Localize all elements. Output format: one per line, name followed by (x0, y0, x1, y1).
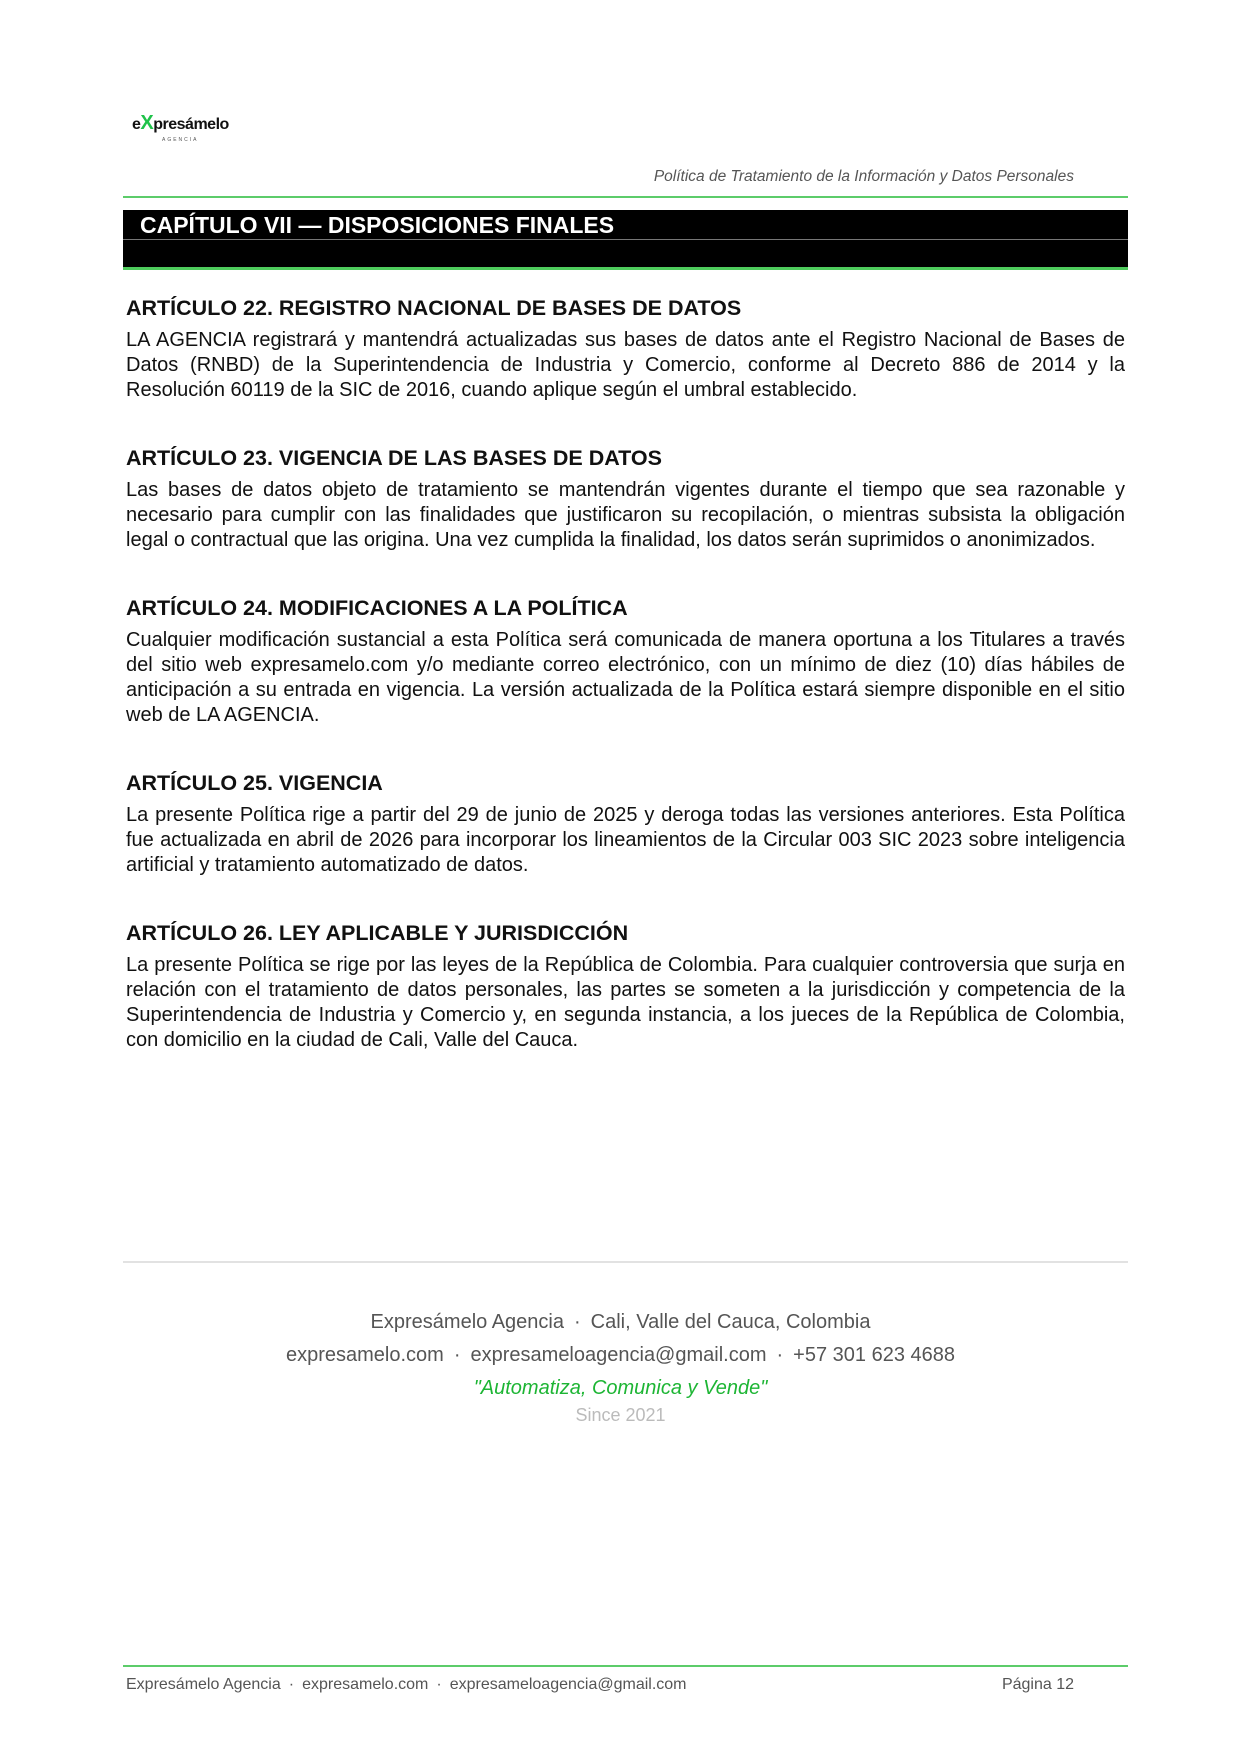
footer-email[interactable]: expresameloagencia@gmail.com (449, 1676, 687, 1693)
separator: · (436, 1676, 442, 1693)
article-26 (126, 920, 1125, 1053)
articles (126, 295, 1125, 1095)
article-heading: ARTÍCULO 24. MODIFICACIONES A LA POLÍTICA (126, 596, 628, 620)
article-body: LA AGENCIA registrará y mantendrá actualizadas sus bases de datos ante el Registro Nacional de Bases de Datos (RNBD) de la Superintendencia de Industria y Comercio, conforme al Decreto 886 de 2014 y la Resolución 60119 de la SIC de 2016, cuando aplique según el umbral establecido. (126, 329, 1125, 401)
banner-divider (123, 239, 1128, 240)
article-body: La presente Política se rige por las leyes de la República de Colombia. Para cualquier controversia que surja en relación con el tratamiento de datos personales, las partes se someten a la jurisdicción y competencia de la Superintendencia de Industria y Comercio y, en segunda instancia, a los jueces de la República de Colombia, con domicilio en la ciudad de Cali, Valle del Cauca. (126, 954, 1125, 1051)
chapter-title: CAPÍTULO VII — DISPOSICIONES FINALES (140, 212, 615, 238)
since-text: Since 2021 (575, 1405, 666, 1425)
article-23 (126, 445, 1125, 553)
contact-divider (123, 1261, 1128, 1263)
contact-line-1 (0, 1311, 1241, 1334)
article-heading: ARTÍCULO 26. LEY APLICABLE Y JURISDICCIÓN (126, 921, 629, 945)
separator: · (574, 1311, 581, 1333)
separator: · (776, 1344, 784, 1366)
article-body: Las bases de datos objeto de tratamiento se mantendrán vigentes durante el tiempo que sea razonable y necesario para cumplir con las finalidades que justificaron su recopilación, o mientras subsista la obligación legal o contractual que las origina. Una vez cumplida la finalidad, los datos serán suprimidos o anonimizados. (126, 479, 1125, 551)
banner-accent-line (123, 267, 1128, 270)
logo: eXpresámelo AGENCIA (132, 112, 229, 143)
separator: · (453, 1344, 461, 1366)
footer-info (126, 1675, 687, 1694)
article-body: La presente Política rige a partir del 29 de junio de 2025 y deroga todas las versiones anteriores. Esta Política fue actualizada en abril de 2026 para incorporar los lineamientos de la Circular 003 SIC 2023 sobre inteligencia artificial y tratamiento automatizado de datos. (126, 804, 1125, 876)
email-link[interactable]: expresameloagencia@gmail.com (470, 1344, 767, 1366)
company-name: Expresámelo Agencia (370, 1311, 564, 1333)
separator: · (288, 1676, 295, 1693)
article-heading: ARTÍCULO 25. VIGENCIA (126, 771, 383, 795)
footer-divider (123, 1665, 1128, 1667)
logo-subtitle: AGENCIA (162, 137, 199, 143)
document-title: Política de Tratamiento de la Información y Datos Personales (653, 168, 1074, 185)
article-body: Cualquier modificación sustancial a esta Política será comunicada de manera oportuna a los Titulares a través del sitio web expresamelo.com y/o mediante correo electrónico, con un mínimo de diez (10) días hábiles de anticipación a su entrada en vigencia. La versión actualizada de la Política estará siempre disponible en el sitio web de LA AGENCIA. (126, 629, 1125, 726)
footer-company: Expresámelo Agencia (126, 1676, 281, 1693)
website-link[interactable]: expresamelo.com (285, 1344, 444, 1366)
page-number: Página 12 (1001, 1676, 1074, 1693)
header-divider (123, 196, 1128, 198)
footer-website[interactable]: expresamelo.com (302, 1676, 429, 1693)
article-25 (126, 770, 1125, 878)
article-24 (126, 595, 1125, 728)
phone: +57 301 623 4688 (793, 1344, 955, 1366)
tagline: "Automatiza, Comunica y Vende" (473, 1377, 768, 1399)
article-22 (126, 295, 1125, 403)
article-heading: ARTÍCULO 23. VIGENCIA DE LAS BASES DE DATOS (126, 446, 662, 470)
article-heading: ARTÍCULO 22. REGISTRO NACIONAL DE BASES DE DATOS (126, 296, 742, 320)
location: Cali, Valle del Cauca, Colombia (590, 1311, 871, 1333)
chapter-banner (123, 210, 1128, 267)
contact-line-2 (0, 1344, 1241, 1367)
